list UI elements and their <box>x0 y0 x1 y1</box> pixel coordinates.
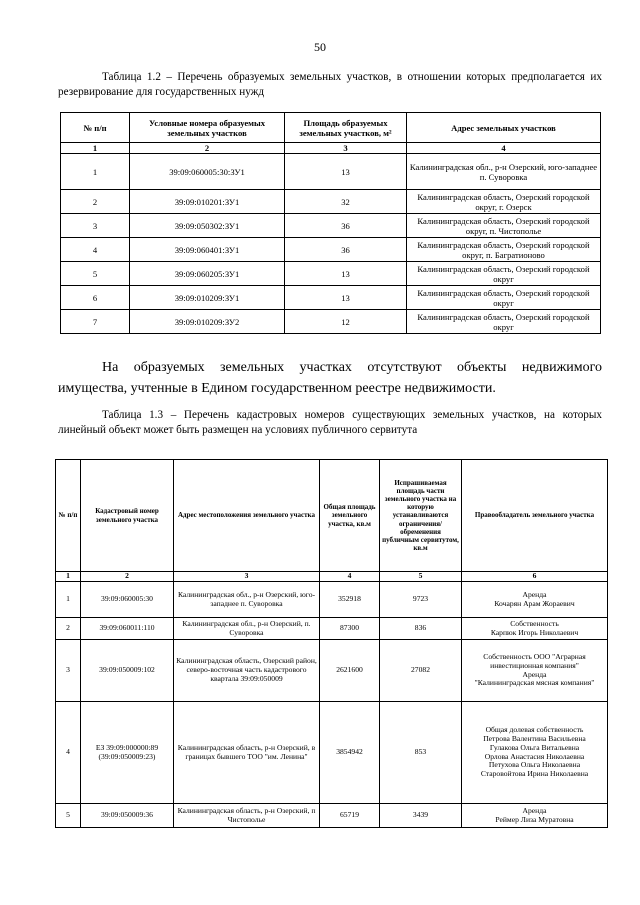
header-cell: № п/п <box>56 460 81 572</box>
plot-address: Калининградская область, р-н Озерский, в границах бывшего ТОО "им. Ленина" <box>174 702 320 804</box>
cadastral-number: 39:09:050009:102 <box>81 640 174 702</box>
row-number: 4 <box>61 238 130 262</box>
row-number: 1 <box>61 154 130 190</box>
table-row <box>61 154 601 190</box>
cadastral-number: 39:09:050009:36 <box>81 804 174 828</box>
row-number: 2 <box>56 618 81 640</box>
plot-address: Калининградская область, Озерский городской округ, п. Чистополье <box>407 214 601 238</box>
header-cell: Испрашиваемая площадь части земельного участка на которую устанавливаются ограничения/ обременения публичным сервитутом, кв.м <box>380 460 462 572</box>
plot-area: 36 <box>285 238 407 262</box>
plot-address: Калининградская обл., р-н Озерский, юго-западнее п. Суворовка <box>174 582 320 618</box>
total-area: 3854942 <box>320 702 380 804</box>
plot-number: 39:09:010209:ЗУ1 <box>130 286 285 310</box>
row-number: 6 <box>61 286 130 310</box>
plot-area: 12 <box>285 310 407 334</box>
plot-number: 39:09:060005:30:ЗУ1 <box>130 154 285 190</box>
plot-address: Калининградская область, Озерский городской округ <box>407 286 601 310</box>
owner-line: Старовойтова Ирина Николаевна <box>480 769 589 779</box>
owner-line: Собственность ООО "Аграрная инвестиционная компания" <box>483 651 586 670</box>
row-number: 5 <box>61 262 130 286</box>
body-paragraph: На образуемых земельных участках отсутствуют объекты недвижимого имущества, учтенные в Едином государственном реестре недвижимости. <box>58 360 602 396</box>
table-reserved-plots <box>60 112 601 334</box>
header-cell: Площадь образуемых земельных участков, м² <box>285 113 407 143</box>
column-number: 2 <box>81 572 174 582</box>
table-row <box>56 804 608 828</box>
owner-line: Аренда <box>522 805 547 815</box>
row-number: 3 <box>61 214 130 238</box>
owner-line: Собственность <box>510 618 559 628</box>
owner <box>462 640 608 702</box>
servitude-area: 836 <box>380 618 462 640</box>
column-number: 1 <box>56 572 81 582</box>
plot-address: Калининградская область, Озерский городской округ, г. Озерск <box>407 190 601 214</box>
plot-address: Калининградская область, Озерский городской округ <box>407 310 601 334</box>
table-row <box>56 618 608 640</box>
servitude-area: 9723 <box>380 582 462 618</box>
total-area: 87300 <box>320 618 380 640</box>
table-row <box>61 262 601 286</box>
table-header-row <box>61 113 601 143</box>
total-area: 2621600 <box>320 640 380 702</box>
column-number: 4 <box>407 143 601 154</box>
column-number-row <box>56 572 608 582</box>
header-cell: Кадастровый номер земельного участка <box>81 460 174 572</box>
table-row <box>61 238 601 262</box>
owner-line: Карпюк Игорь Николаевич <box>490 627 579 637</box>
owner-line: Аренда <box>522 589 547 599</box>
column-number: 2 <box>130 143 285 154</box>
plot-number: 39:09:010209:ЗУ2 <box>130 310 285 334</box>
table-servitude-plots <box>55 459 608 828</box>
plot-address: Калининградская область, Озерский район, северо-восточная часть кадастрового квартала 39:09:050009 <box>174 640 320 702</box>
plot-number: 39:09:060401:ЗУ1 <box>130 238 285 262</box>
table-row <box>61 190 601 214</box>
plot-area: 13 <box>285 154 407 190</box>
owner-line: Петухова Ольга Николаевна <box>488 760 581 770</box>
row-number: 4 <box>56 702 81 804</box>
row-number: 3 <box>56 640 81 702</box>
cadastral-number: 39:09:060005:30 <box>81 582 174 618</box>
owner-line: Общая долевая собственность <box>485 725 584 735</box>
owner-line: Орлова Анастасия Николаевна <box>484 751 585 761</box>
plot-number: 39:09:050302:ЗУ1 <box>130 214 285 238</box>
owner-line: Кочарян Арам Жораевич <box>494 598 575 608</box>
column-number: 3 <box>174 572 320 582</box>
page-number: 50 <box>314 40 326 54</box>
table-row <box>56 582 608 618</box>
plot-number: 39:09:010201:ЗУ1 <box>130 190 285 214</box>
plot-address: Калининградская область, Озерский городской округ, п. Багратионово <box>407 238 601 262</box>
plot-address: Калининградская область, Озерский городской округ <box>407 262 601 286</box>
servitude-area: 853 <box>380 702 462 804</box>
column-number: 4 <box>320 572 380 582</box>
owner-line: Петрова Валентина Васильевна <box>483 733 586 743</box>
owner <box>462 618 608 640</box>
table-row <box>56 702 608 804</box>
plot-area: 36 <box>285 214 407 238</box>
plot-area: 13 <box>285 286 407 310</box>
table-row <box>61 214 601 238</box>
plot-number: 39:09:060205:ЗУ1 <box>130 262 285 286</box>
header-cell: Общая площадь земельного участка, кв.м <box>320 460 380 572</box>
header-cell: Условные номера образуемых земельных участков <box>130 113 285 143</box>
cadastral-number: ЕЗ 39:09:000000:89 (39:09:050009:23) <box>81 702 174 804</box>
table-1-caption: Таблица 1.2 – Перечень образуемых земельных участков, в отношении которых предполагается их резервирование для государственных нужд <box>58 71 602 98</box>
table-header-row <box>56 460 608 572</box>
table-row <box>56 640 608 702</box>
table-2-caption: Таблица 1.3 – Перечень кадастровых номеров существующих земельных участков, на которых линейный объект может быть размещен на условиях публичного сервитута <box>58 409 602 436</box>
row-number: 1 <box>56 582 81 618</box>
servitude-area: 27082 <box>380 640 462 702</box>
row-number: 7 <box>61 310 130 334</box>
row-number: 2 <box>61 190 130 214</box>
row-number: 5 <box>56 804 81 828</box>
owner-line: Аренда <box>522 669 547 679</box>
plot-address: Калининградская область, р-н Озерский, п Чистополье <box>174 804 320 828</box>
header-cell: Адрес местоположения земельного участка <box>174 460 320 572</box>
total-area: 352918 <box>320 582 380 618</box>
header-cell: Правообладатель земельного участка <box>462 460 608 572</box>
total-area: 65719 <box>320 804 380 828</box>
owner <box>462 582 608 618</box>
column-number: 6 <box>462 572 608 582</box>
column-number: 5 <box>380 572 462 582</box>
plot-area: 32 <box>285 190 407 214</box>
column-number: 1 <box>61 143 130 154</box>
column-number-row <box>61 143 601 154</box>
owner-line: Реймер Лиза Муратовна <box>495 814 574 824</box>
owner-line: "Калининградская мясная компания" <box>474 678 595 688</box>
plot-area: 13 <box>285 262 407 286</box>
header-cell: Адрес земельных участков <box>407 113 601 143</box>
owner <box>462 702 608 804</box>
owner <box>462 804 608 828</box>
servitude-area: 3439 <box>380 804 462 828</box>
column-number: 3 <box>285 143 407 154</box>
plot-address: Калининградская обл., р-н Озерский, п. Суворовка <box>174 618 320 640</box>
table-row <box>61 310 601 334</box>
table-row <box>61 286 601 310</box>
header-cell: № п/п <box>61 113 130 143</box>
owner-line: Гулакова Ольга Витальевна <box>489 742 580 752</box>
plot-address: Калининградская обл., р-н Озерский, юго-западнее п. Суворовка <box>407 154 601 190</box>
cadastral-number: 39:09:060011:110 <box>81 618 174 640</box>
